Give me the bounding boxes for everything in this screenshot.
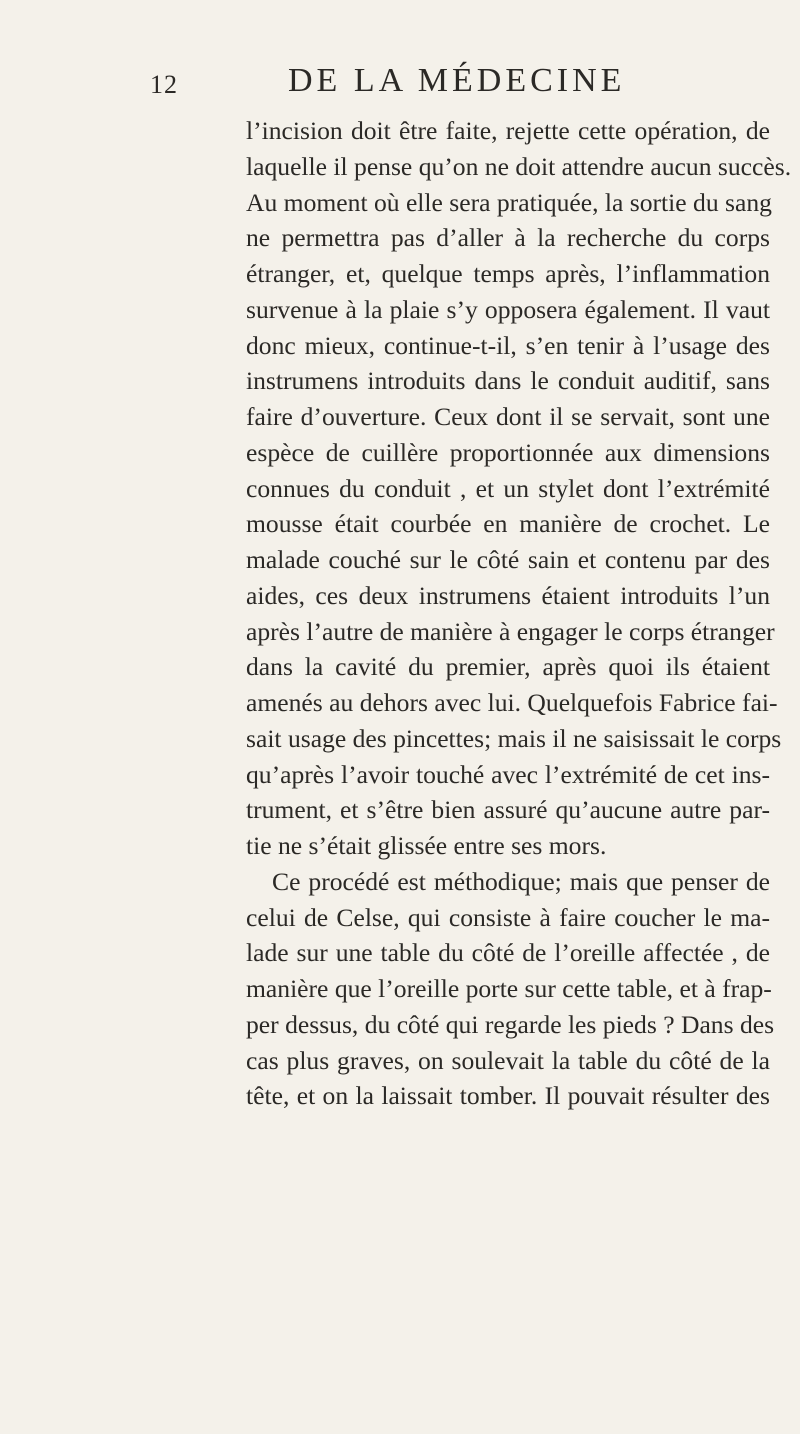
text-line: laquelle il pense qu’on ne doit attendre aucun succès. [246, 151, 792, 181]
text-line: manière que l’oreille porte sur cette table, et à frap- [246, 974, 772, 1003]
text-line: cas plus graves, on soulevait la table du côté de la [246, 1045, 770, 1075]
text-line: après l’autre de manière à engager le corps étranger [246, 616, 775, 646]
page-number: 12 [150, 70, 178, 99]
text-line: Au moment où elle sera pratiquée, la sortie du sang [246, 187, 772, 217]
paragraph-end-line: tie ne s’était glissée entre ses mors. [246, 831, 607, 860]
text-line: donc mieux, continue-t-il, s’en tenir à l’usage des [246, 330, 770, 360]
running-title: DE LA MÉDECINE [288, 62, 626, 99]
running-head [150, 62, 780, 102]
text-line: trument, et s’être bien assuré qu’aucune autre par- [246, 795, 770, 825]
text-line: faire d’ouverture. Ceux dont il se servait, sont une [246, 402, 770, 431]
text-line: dans la cavité du premier, après quoi ils étaient [246, 652, 770, 682]
text-line: étranger, et, quelque temps après, l’inflammation [246, 259, 770, 288]
text-line: lade sur une table du côté de l’oreille affectée , de [246, 938, 770, 968]
text-line: qu’après l’avoir touché avec l’extrémité de cet ins- [246, 759, 770, 789]
text-line: sait usage des pincettes; mais il ne saisissait le corps [246, 723, 782, 753]
text-line: malade couché sur le côté sain et contenu par des [246, 545, 770, 574]
body-text [246, 113, 792, 1114]
text-line: ne permettra pas d’aller à la recherche du corps [246, 223, 770, 253]
paragraph-start-line: Ce procédé est méthodique; mais que penser de [272, 866, 770, 896]
text-line: espèce de cuillère proportionnée aux dimensions [246, 437, 770, 467]
text-line: survenue à la plaie s’y opposera également. Il vaut [246, 294, 770, 324]
text-line: aides, ces deux instrumens étaient introduits l’un [246, 580, 770, 610]
text-line: amenés au dehors avec lui. Quelquefois Fabrice fai- [246, 688, 778, 717]
text-line: celui de Celse, qui consiste à faire coucher le ma- [246, 902, 770, 932]
text-line: connues du conduit , et un stylet dont l’extrémité [246, 473, 770, 503]
text-line: tête, et on la laissait tomber. Il pouvait résulter des [246, 1081, 770, 1111]
text-line: l’incision doit être faite, rejette cette opération, de [246, 116, 770, 145]
text-line: mousse était courbée en manière de crochet. Le [246, 509, 770, 539]
text-line: instrumens introduits dans le conduit auditif, sans [246, 366, 770, 396]
text-line: per dessus, du côté qui regarde les pieds ? Dans des [246, 1009, 775, 1039]
